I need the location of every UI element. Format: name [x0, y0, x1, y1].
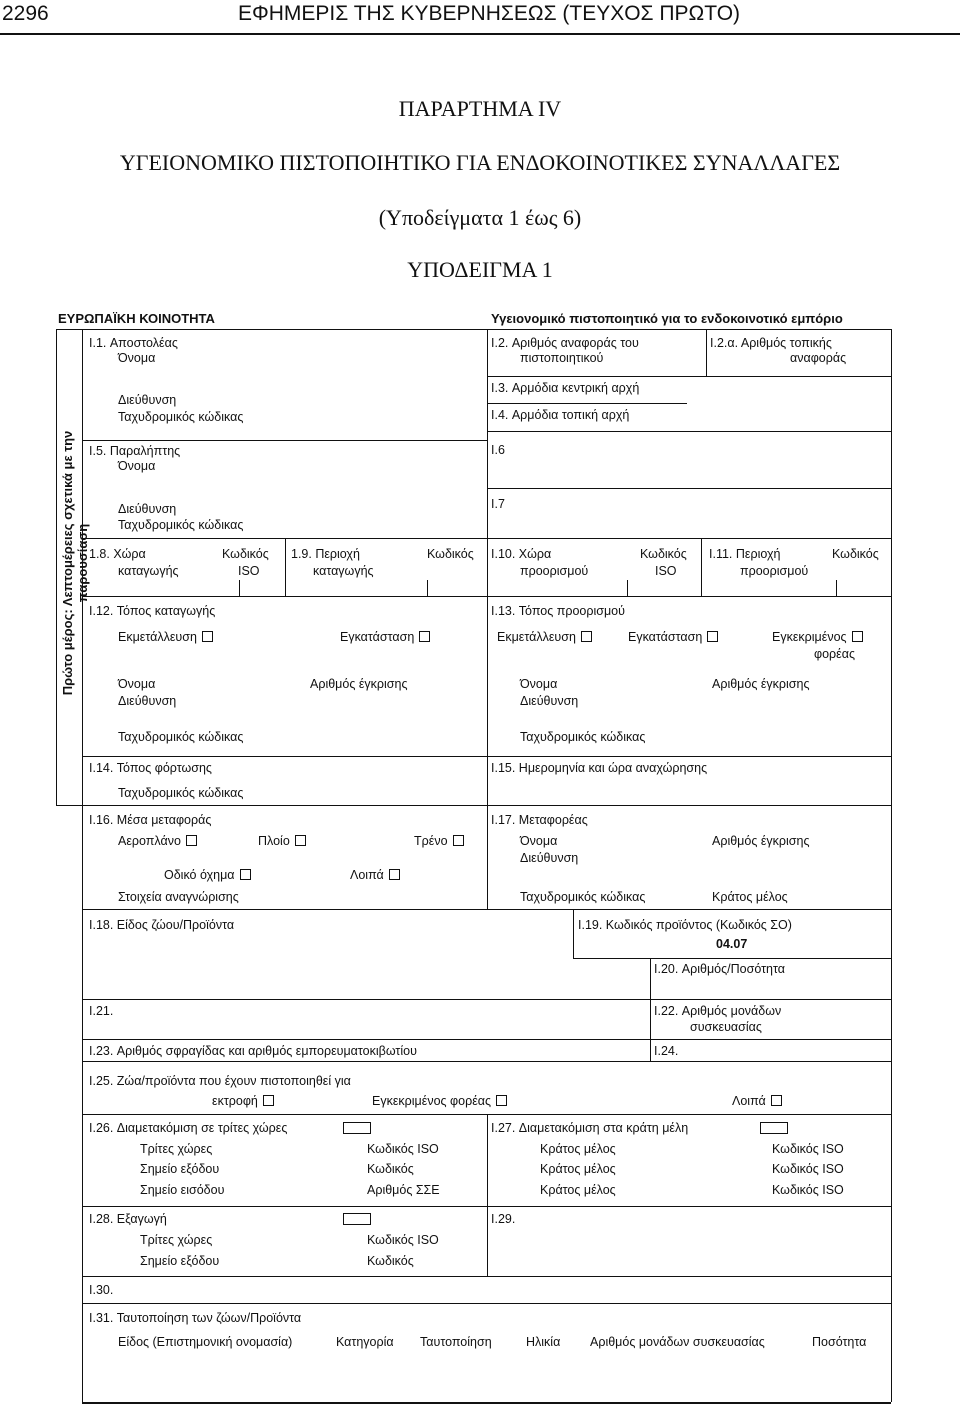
field-1-11-code: Κωδικός — [832, 547, 879, 561]
line — [573, 909, 574, 958]
label: Λοιπά — [732, 1094, 766, 1108]
field-1-26-exit-point: Σημείο εξόδου — [140, 1162, 220, 1176]
field-1-16-train[interactable] — [414, 834, 464, 849]
line — [836, 580, 837, 596]
frame-outer-bottom — [56, 805, 82, 806]
field-1-16-airplane[interactable] — [118, 834, 197, 849]
label: Λοιπά — [350, 868, 384, 882]
field-1-5-address: Διεύθυνση — [118, 502, 177, 516]
field-1-5-consignee: I.5. Παραλήπτης — [89, 444, 181, 458]
field-1-22-packages-cont: συσκευασίας — [690, 1020, 762, 1034]
field-1-13-holding[interactable] — [497, 630, 592, 645]
line — [239, 580, 240, 596]
field-1-12-place-origin: I.12. Τόπος καταγωγής — [89, 604, 216, 618]
line — [82, 1061, 891, 1062]
field-1-2a-local-ref: I.2.α. Αριθμός τοπικής — [710, 336, 832, 350]
line — [427, 580, 428, 596]
line — [701, 538, 702, 596]
field-1-11-cont: προορισμού — [740, 564, 809, 578]
field-1-2-ref-cont: πιστοποιητικού — [520, 351, 604, 365]
field-1-24: I.24. — [654, 1044, 679, 1058]
field-1-16-transport: I.16. Μέσα μεταφοράς — [89, 813, 212, 827]
field-1-12-postal: Ταχυδρομικός κώδικας — [118, 730, 244, 744]
line — [82, 1206, 891, 1207]
field-1-27-ms-1: Κράτος μέλος — [540, 1142, 616, 1156]
field-1-28-code: Κωδικός — [367, 1254, 414, 1268]
checkbox[interactable] — [581, 631, 592, 642]
checkbox[interactable] — [453, 835, 464, 846]
field-1-25-other[interactable] — [732, 1094, 782, 1109]
line — [487, 488, 891, 489]
frame-left — [82, 329, 83, 1402]
field-1-15-departure: I.15. Ημερομηνία και ώρα αναχώρησης — [491, 761, 708, 775]
checkbox[interactable] — [240, 869, 251, 880]
field-1-27-ms-2: Κράτος μέλος — [540, 1162, 616, 1176]
field-1-12-establishment[interactable] — [340, 630, 430, 645]
frame-center — [487, 329, 488, 909]
field-1-22-packages: I.22. Αριθμός μονάδων — [654, 1004, 782, 1018]
field-1-17-address: Διεύθυνση — [520, 851, 579, 865]
field-1-8-cont: καταγωγής — [118, 564, 179, 578]
line — [82, 1303, 891, 1304]
field-1-1-address: Διεύθυνση — [118, 393, 177, 407]
label: Εκμετάλλευση — [118, 630, 197, 644]
field-1-3-central-authority: I.3. Αρμόδια κεντρική αρχή — [491, 381, 640, 395]
field-1-4-local-authority: I.4. Αρμόδια τοπική αρχή — [491, 408, 630, 422]
frame-right — [891, 329, 892, 1402]
field-1-1-postal: Ταχυδρομικός κώδικας — [118, 410, 244, 424]
field-1-5-postal: Ταχυδρομικός κώδικας — [118, 518, 244, 532]
field-1-13-name: Όνομα — [520, 677, 558, 691]
field-1-14-postal: Ταχυδρομικός κώδικας — [118, 786, 244, 800]
line — [706, 329, 707, 376]
field-1-5-name: Όνομα — [118, 459, 156, 473]
line — [82, 756, 891, 757]
line — [82, 805, 891, 806]
field-1-13-body-cont: φορέας — [814, 647, 855, 661]
field-1-25-certified-for: I.25. Ζώα/προϊόντα που έχουν πιστοποιηθεί για — [89, 1074, 351, 1088]
checkbox[interactable] — [389, 869, 400, 880]
field-1-29: I.29. — [491, 1212, 516, 1226]
field-1-26-checkbox[interactable] — [343, 1122, 371, 1134]
line — [82, 1276, 891, 1277]
label: Εγκατάσταση — [340, 630, 415, 644]
field-1-28-checkbox[interactable] — [343, 1213, 371, 1225]
line — [285, 538, 286, 596]
field-1-27-iso-3: Κωδικός ISO — [772, 1183, 844, 1197]
form-left-header: ΕΥΡΩΠΑΪΚΗ ΚΟΙΝΟΤΗΤΑ — [58, 311, 215, 326]
line — [82, 538, 891, 539]
field-1-17-approval: Αριθμός έγκρισης — [712, 834, 810, 848]
line — [82, 909, 891, 910]
header-rule — [0, 33, 960, 35]
col-identification: Ταυτοποίηση — [420, 1335, 492, 1349]
field-1-12-holding[interactable] — [118, 630, 213, 645]
field-1-19-code-value: 04.07 — [716, 937, 748, 951]
field-1-28-third-countries: Τρίτες χώρες — [140, 1233, 213, 1247]
field-1-10-country-dest: I.10. Χώρα — [491, 547, 552, 561]
field-1-6: I.6 — [491, 443, 505, 457]
field-1-13-approval: Αριθμός έγκρισης — [712, 677, 810, 691]
field-1-10-iso: ISO — [655, 564, 677, 578]
annex-range: (Υποδείγματα 1 έως 6) — [378, 205, 582, 230]
label: Εγκατάσταση — [628, 630, 703, 644]
field-1-12-address: Διεύθυνση — [118, 694, 177, 708]
line — [487, 431, 891, 432]
checkbox[interactable] — [771, 1095, 782, 1106]
field-1-17-postal: Ταχυδρομικός κώδικας — [520, 890, 646, 904]
field-1-8-iso: ISO — [238, 564, 260, 578]
line — [627, 580, 628, 596]
field-1-10-cont: προορισμού — [520, 564, 589, 578]
field-1-2a-local-ref-cont: αναφοράς — [790, 351, 847, 365]
col-category: Κατηγορία — [336, 1335, 394, 1349]
field-1-25-fattening[interactable] — [212, 1094, 274, 1109]
line — [573, 958, 891, 959]
field-1-2-ref: I.2. Αριθμός αναφοράς του — [491, 336, 639, 350]
field-1-12-approval: Αριθμός έγκρισης — [310, 677, 408, 691]
col-age: Ηλικία — [526, 1335, 561, 1349]
field-1-16-road[interactable] — [164, 868, 251, 883]
field-1-26-third-countries: Τρίτες χώρες — [140, 1142, 213, 1156]
checkbox[interactable] — [419, 631, 430, 642]
field-1-13-place-dest: I.13. Τόπος προορισμού — [491, 604, 625, 618]
field-1-1-consignor: I.1. Αποστολέας — [89, 336, 178, 350]
page-number: 2296 — [2, 2, 49, 25]
field-1-17-transporter: I.17. Μεταφορέας — [491, 813, 588, 827]
line — [82, 596, 891, 597]
field-1-8-country-origin: 1.8. Χώρα — [89, 547, 146, 561]
field-1-27-iso-2: Κωδικός ISO — [772, 1162, 844, 1176]
field-1-27-transit-ms: I.27. Διαμετακόμιση στα κράτη μέλη — [491, 1121, 689, 1135]
line — [487, 403, 687, 404]
field-1-27-checkbox[interactable] — [760, 1122, 788, 1134]
checkbox[interactable] — [707, 631, 718, 642]
field-1-13-establishment[interactable] — [628, 630, 718, 645]
line — [650, 958, 651, 999]
field-1-19-commodity-code: I.19. Κωδικός προϊόντος (Κωδικός ΣΟ) — [578, 918, 792, 932]
field-1-20-quantity: I.20. Αριθμός/Ποσότητα — [654, 962, 785, 976]
col-quantity: Ποσότητα — [812, 1335, 867, 1349]
line — [82, 1039, 891, 1040]
field-1-30: I.30. — [89, 1283, 114, 1297]
field-1-8-code: Κωδικός — [222, 547, 269, 561]
field-1-9-region-origin: 1.9. Περιοχή — [291, 547, 360, 561]
label: Οδικό όχημα — [164, 868, 235, 882]
field-1-13-postal: Ταχυδρομικός κώδικας — [520, 730, 646, 744]
field-1-18-commodity: I.18. Είδος ζώου/Προϊόντα — [89, 918, 235, 932]
field-1-9-cont: καταγωγής — [313, 564, 374, 578]
field-1-14-loading-place: I.14. Τόπος φόρτωσης — [89, 761, 212, 775]
vertical-part-label: Πρώτο μέρος: Λεπτομέρειες σχετικά με την παρουσίαση — [60, 430, 90, 696]
field-1-10-code: Κωδικός — [640, 547, 687, 561]
field-1-26-code: Κωδικός — [367, 1162, 414, 1176]
field-1-25-approved-body[interactable] — [372, 1094, 507, 1109]
line — [487, 1114, 488, 1276]
line — [487, 376, 891, 377]
field-1-28-iso-code: Κωδικός ISO — [367, 1233, 439, 1247]
field-1-9-code: Κωδικός — [427, 547, 474, 561]
field-1-26-iso-code: Κωδικός ISO — [367, 1142, 439, 1156]
checkbox[interactable] — [295, 835, 306, 846]
frame-outer-left — [56, 329, 57, 805]
form-right-header: Υγειονομικό πιστοποιητικό για το ενδοκοινοτικό εμπόριο — [491, 311, 843, 326]
annex-model: ΥΠΟΔΕΙΓΜΑ 1 — [407, 257, 553, 282]
field-1-23-seal-container: I.23. Αριθμός σφραγίδας και αριθμός εμπορευματοκιβωτίου — [89, 1044, 417, 1058]
checkbox[interactable] — [186, 835, 197, 846]
label: Αεροπλάνο — [118, 834, 181, 848]
field-1-13-approved-body[interactable] — [772, 630, 863, 645]
line — [82, 440, 487, 441]
field-1-17-member-state: Κράτος μέλος — [712, 890, 788, 904]
checkbox[interactable] — [202, 631, 213, 642]
checkbox[interactable] — [263, 1095, 274, 1106]
field-1-16-identification: Στοιχεία αναγνώρισης — [118, 890, 239, 904]
field-1-7: I.7 — [491, 497, 505, 511]
field-1-27-iso-1: Κωδικός ISO — [772, 1142, 844, 1156]
checkbox[interactable] — [852, 631, 863, 642]
field-1-12-name: Όνομα — [118, 677, 156, 691]
label: Εγκεκριμένος φορέας — [372, 1094, 492, 1108]
col-species: Είδος (Επιστημονική ονομασία) — [118, 1335, 293, 1349]
field-1-27-ms-3: Κράτος μέλος — [540, 1183, 616, 1197]
frame-top — [56, 329, 891, 330]
field-1-26-bip-number: Αριθμός ΣΣΕ — [367, 1183, 440, 1197]
line — [82, 999, 891, 1000]
annex-subtitle: ΥΓΕΙΟΝΟΜΙΚΟ ΠΙΣΤΟΠΟΙΗΤΙΚΟ ΓΙΑ ΕΝΔΟΚΟΙΝΟΤΙΚΕΣ ΣΥΝΑΛΛΑΓΕΣ — [119, 150, 841, 175]
field-1-16-ship[interactable] — [258, 834, 306, 849]
field-1-17-name: Όνομα — [520, 834, 558, 848]
line — [650, 999, 651, 1061]
field-1-1-name: Όνομα — [118, 351, 156, 365]
field-1-31-identification: I.31. Ταυτοποίηση των ζώων/Προϊόντα — [89, 1311, 302, 1325]
col-packages: Αριθμός μονάδων συσκευασίας — [590, 1335, 765, 1349]
field-1-26-transit-third: I.26. Διαμετακόμιση σε τρίτες χώρες — [89, 1121, 288, 1135]
checkbox[interactable] — [496, 1095, 507, 1106]
gazette-title: ΕΦΗΜΕΡΙΣ ΤΗΣ ΚΥΒΕΡΝΗΣΕΩΣ (ΤΕΥΧΟΣ ΠΡΩΤΟ) — [238, 2, 741, 25]
field-1-28-export: I.28. Εξαγωγή — [89, 1212, 167, 1226]
field-1-21: I.21. — [89, 1004, 114, 1018]
label: Τρένο — [414, 834, 448, 848]
field-1-16-other[interactable] — [350, 868, 400, 883]
label: Πλοίο — [258, 834, 290, 848]
annex-title: ΠΑΡΑΡΤΗΜΑ IV — [398, 96, 562, 121]
field-1-11-region-dest: I.11. Περιοχή — [709, 547, 781, 561]
label: Εκμετάλλευση — [497, 630, 576, 644]
label: εκτροφή — [212, 1094, 258, 1108]
field-1-26-entry-point: Σημείο εισόδου — [140, 1183, 225, 1197]
field-1-13-address: Διεύθυνση — [520, 694, 579, 708]
label: Εγκεκριμένος — [772, 630, 847, 644]
field-1-28-exit-point: Σημείο εξόδου — [140, 1254, 220, 1268]
